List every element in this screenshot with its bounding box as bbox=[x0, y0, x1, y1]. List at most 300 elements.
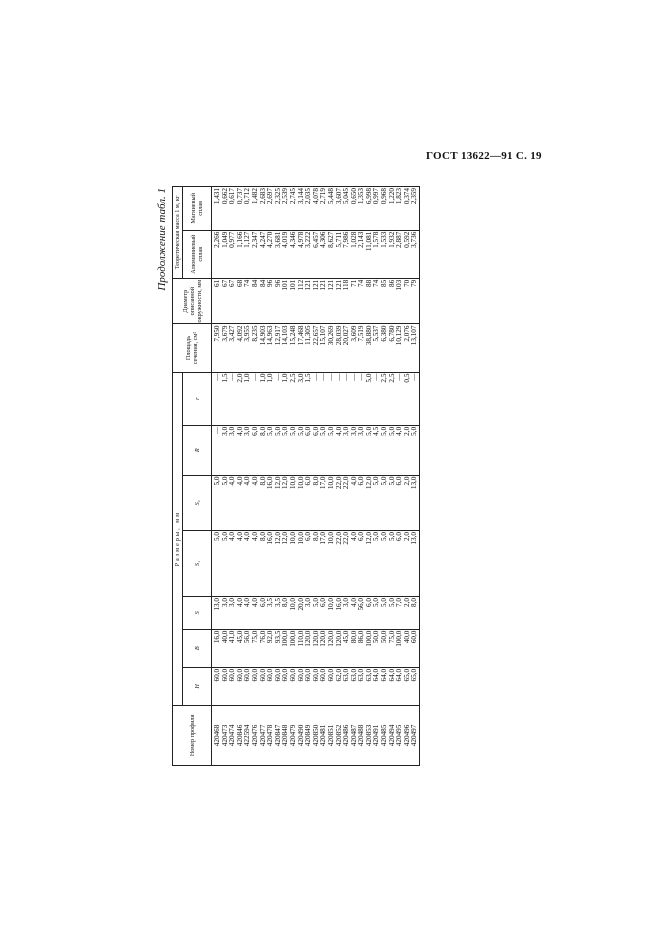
table-cell: 30,269 bbox=[326, 325, 335, 346]
table-cell: 13,0 bbox=[410, 476, 419, 490]
table-cell: 8,0 bbox=[281, 597, 290, 607]
column-profile-number bbox=[212, 705, 420, 765]
table-cell: 56,0 bbox=[243, 630, 252, 644]
table-cell: 420478 bbox=[266, 724, 275, 747]
table-cell: 1,431 bbox=[213, 188, 221, 205]
table-cell: 61 bbox=[213, 279, 221, 287]
column-diameter bbox=[212, 278, 420, 324]
table-cell: — bbox=[395, 373, 404, 381]
table-cell: 5,0 bbox=[387, 597, 396, 607]
table-cell: 4,247 bbox=[258, 231, 267, 248]
header-area: Площадь сечения, см² bbox=[173, 324, 212, 372]
table-cell: 79 bbox=[410, 279, 419, 287]
table-cell: 16,0 bbox=[334, 597, 343, 611]
table-cell: 4,270 bbox=[266, 231, 275, 248]
table-cell: 3,0 bbox=[220, 597, 229, 607]
table-cell: 14,103 bbox=[281, 325, 290, 346]
table-cell: 12,0 bbox=[281, 532, 290, 545]
column-magnesium bbox=[212, 187, 420, 231]
table-cell: 13,0 bbox=[410, 532, 419, 545]
table-cell: 3,0 bbox=[243, 426, 252, 436]
column-area bbox=[212, 324, 420, 372]
table-cell: 1,0 bbox=[258, 373, 267, 383]
table-cell: 41,0 bbox=[228, 630, 237, 644]
table-cell: 0,592 bbox=[402, 231, 411, 248]
table-cell: 67 bbox=[220, 279, 229, 287]
table-cell: 2,359 bbox=[410, 188, 419, 205]
table-cell: 420490 bbox=[296, 724, 305, 747]
table-cell: 5,0 bbox=[372, 476, 381, 486]
table-cell: 4,0 bbox=[349, 476, 358, 486]
table-cell: 2,745 bbox=[288, 188, 297, 205]
table-cell: 420474 bbox=[228, 724, 237, 747]
table-cell: 6,0 bbox=[250, 426, 259, 436]
table-cell: 3,144 bbox=[296, 188, 305, 205]
table-cell: 84 bbox=[258, 279, 267, 287]
table-cell: 1,166 bbox=[235, 231, 244, 248]
table-cell: 4,078 bbox=[311, 188, 320, 205]
table-cell: 63,0 bbox=[349, 668, 358, 682]
table-cell: 2,076 bbox=[402, 325, 411, 342]
table-cell: 64,0 bbox=[380, 668, 389, 682]
table-cell: 96 bbox=[273, 279, 282, 287]
table-cell: 12,917 bbox=[273, 325, 282, 346]
table-cell: 64,0 bbox=[372, 668, 381, 682]
table-cell: 2,347 bbox=[250, 231, 259, 248]
table-cell: 5,0 bbox=[213, 476, 221, 486]
table-cell: 5,0 bbox=[372, 532, 381, 541]
table-cell: 22,657 bbox=[311, 325, 320, 346]
table-cell: 60,0 bbox=[410, 630, 419, 644]
table-cell: 4,0 bbox=[395, 426, 404, 436]
table-cell: 4,092 bbox=[235, 325, 244, 342]
column-S bbox=[212, 596, 420, 629]
table-cell: 4,0 bbox=[228, 476, 237, 486]
table-cell: 420846 bbox=[235, 724, 244, 747]
table-cell: 2,035 bbox=[304, 188, 313, 205]
table-cell: 4,0 bbox=[235, 597, 244, 607]
table-cell: 60,0 bbox=[304, 668, 313, 682]
table-cell: 74 bbox=[372, 279, 381, 287]
table-cell: 4,0 bbox=[243, 532, 252, 541]
page-header: ГОСТ 13622—91 С. 19 bbox=[426, 150, 542, 162]
table-cell: 4,0 bbox=[243, 597, 252, 607]
table-cell: 2,719 bbox=[319, 188, 328, 205]
table-cell: 0,977 bbox=[228, 231, 237, 248]
table-cell: 4,0 bbox=[250, 597, 259, 607]
table-cell: 5,0 bbox=[326, 426, 335, 436]
table-cell: 121 bbox=[304, 279, 313, 291]
table-cell: 121 bbox=[319, 279, 328, 291]
table-cell: 60,0 bbox=[319, 668, 328, 682]
table-cell: 6,0 bbox=[304, 532, 313, 541]
header-magnesium: Магниевый сплав bbox=[183, 187, 212, 231]
table-cell: 75,0 bbox=[387, 630, 396, 644]
table-cell: 1,0 bbox=[243, 373, 252, 383]
table-cell: 10,0 bbox=[296, 532, 305, 545]
table-cell: 118 bbox=[342, 279, 351, 291]
table-cell: 420477 bbox=[258, 724, 267, 747]
table-cell: 120,0 bbox=[334, 630, 343, 647]
table-cell: 12,0 bbox=[273, 476, 282, 490]
table-cell: 5,0 bbox=[213, 532, 221, 541]
table-cell: 5,0 bbox=[266, 426, 275, 436]
table-cell: 6,0 bbox=[395, 476, 404, 486]
table-cell: 8,0 bbox=[311, 532, 320, 541]
continuation-note: Продолжение табл. 1 bbox=[156, 188, 168, 291]
table-cell: 121 bbox=[326, 279, 335, 291]
header-S1: S₁ bbox=[183, 531, 212, 597]
table-cell: 28,039 bbox=[334, 325, 343, 346]
table-cell: 420853 bbox=[364, 724, 373, 747]
table-cell: 3,679 bbox=[220, 325, 229, 342]
table-cell: 420494 bbox=[387, 724, 396, 747]
table-cell: 8,0 bbox=[410, 597, 419, 607]
table-cell: 12,0 bbox=[364, 532, 373, 545]
profiles-table bbox=[172, 186, 420, 766]
header-aluminum: Алюминиевый сплав bbox=[183, 230, 212, 278]
table-cell: 80,0 bbox=[349, 630, 358, 644]
table-cell: — bbox=[334, 373, 343, 381]
table-cell: 88 bbox=[364, 279, 373, 287]
table-cell: 56,0 bbox=[357, 597, 366, 611]
table-cell: 420497 bbox=[410, 724, 419, 747]
table-cell: 101 bbox=[281, 279, 290, 291]
table-cell: 85 bbox=[380, 279, 389, 287]
table-cell: 2,0 bbox=[402, 597, 411, 607]
table-cell: 60,0 bbox=[326, 668, 335, 682]
table-cell: 3,0 bbox=[342, 597, 351, 607]
table-cell: 60,0 bbox=[273, 668, 282, 682]
table-cell: 420850 bbox=[311, 724, 320, 747]
table-cell: 420476 bbox=[250, 724, 259, 747]
table-cell: 1,0 bbox=[266, 373, 275, 383]
table-cell: 7,986 bbox=[342, 231, 351, 248]
table-cell: 420485 bbox=[380, 724, 389, 747]
table-cell: 76,0 bbox=[258, 630, 267, 644]
table-cell: 101 bbox=[288, 279, 297, 291]
table-cell: 7,519 bbox=[357, 325, 366, 342]
table-cell: 5,0 bbox=[380, 476, 389, 486]
table-cell: 0,712 bbox=[243, 188, 252, 205]
table-cell: 12,0 bbox=[273, 532, 282, 545]
table-cell: 92,0 bbox=[266, 630, 275, 644]
table-cell: 0,997 bbox=[372, 188, 381, 205]
table-cell: 45,0 bbox=[342, 630, 351, 644]
table-cell: 0,374 bbox=[402, 188, 411, 205]
header-S: S bbox=[183, 596, 212, 629]
table-cell: 14,963 bbox=[266, 325, 275, 346]
table-cell: 10,0 bbox=[288, 476, 297, 490]
table-cell: 2,697 bbox=[266, 188, 275, 205]
column-aluminum bbox=[212, 230, 420, 278]
table-cell: 6,780 bbox=[387, 325, 396, 342]
table-cell: 8,0 bbox=[311, 476, 320, 486]
table-cell: 120,0 bbox=[311, 630, 320, 647]
table-cell: 40,0 bbox=[220, 630, 229, 644]
table-cell: 4,0 bbox=[349, 597, 358, 607]
header-S2: S₂ bbox=[183, 475, 212, 530]
table-cell: 4,0 bbox=[334, 426, 343, 436]
table-cell: 3,0 bbox=[342, 426, 351, 436]
table-cell: 2,0 bbox=[402, 532, 411, 541]
table-cell: 93,5 bbox=[273, 630, 282, 644]
header-profile-number: Номер профиля bbox=[173, 705, 212, 765]
table-cell: — bbox=[410, 373, 419, 381]
table-cell: 5,0 bbox=[410, 426, 419, 436]
table-cell: 5,0 bbox=[364, 373, 373, 383]
table-cell: 5,0 bbox=[387, 476, 396, 486]
table-cell: 3,0 bbox=[349, 426, 358, 436]
table-cell: 5,0 bbox=[220, 532, 229, 541]
table-cell: 70 bbox=[402, 279, 411, 287]
table-cell: 11,081 bbox=[364, 231, 373, 252]
table-cell: — bbox=[357, 373, 366, 381]
table-cell: 10,0 bbox=[296, 476, 305, 490]
table-cell: 75,0 bbox=[250, 630, 259, 644]
table-cell: 5,537 bbox=[372, 325, 381, 342]
table-cell: 3,607 bbox=[334, 188, 343, 205]
table-cell: 6,0 bbox=[357, 532, 366, 541]
table-cell: 50,0 bbox=[380, 630, 389, 644]
table-cell: 64,0 bbox=[395, 668, 404, 682]
table-cell: 10,0 bbox=[326, 597, 335, 611]
table-cell: 2,0 bbox=[402, 476, 411, 486]
table-cell: 22,0 bbox=[334, 476, 343, 490]
table-cell: 0,737 bbox=[235, 188, 244, 205]
table-cell: 3,222 bbox=[304, 231, 313, 248]
table-cell: — bbox=[342, 373, 351, 381]
table-cell: 2,266 bbox=[213, 231, 221, 248]
table-cell: 60,0 bbox=[243, 668, 252, 682]
table-cell: — bbox=[349, 373, 358, 381]
table-cell: 20,027 bbox=[342, 325, 351, 346]
table-cell: 5,045 bbox=[342, 188, 351, 205]
table-cell: 74 bbox=[243, 279, 252, 287]
table-cell: 3,5 bbox=[266, 597, 275, 607]
table-cell: 420851 bbox=[326, 724, 335, 747]
table-cell: — bbox=[273, 373, 282, 381]
table-cell: 2,887 bbox=[395, 231, 404, 248]
table-cell: 0,968 bbox=[380, 188, 389, 205]
table-cell: 0,617 bbox=[228, 188, 237, 205]
table-cell: 2,143 bbox=[357, 231, 366, 248]
table-cell: 65,0 bbox=[402, 668, 411, 682]
table-cell: 1,220 bbox=[387, 188, 396, 205]
column-r bbox=[212, 372, 420, 425]
table-cell: — bbox=[213, 373, 221, 381]
table-cell: 8,0 bbox=[258, 532, 267, 541]
table-cell: — bbox=[319, 373, 328, 381]
table-cell: 5,0 bbox=[281, 426, 290, 436]
table-cell: 420848 bbox=[281, 724, 290, 747]
table-cell: 1,533 bbox=[380, 231, 389, 248]
table-cell: — bbox=[213, 426, 221, 435]
table-cell: 2,683 bbox=[258, 188, 267, 205]
table-cell: 6,0 bbox=[364, 597, 373, 607]
header-diameter: Диаметр описанной окружности, мм bbox=[173, 278, 212, 324]
table-cell: 5,448 bbox=[326, 188, 335, 205]
table-cell: 86,0 bbox=[357, 630, 366, 644]
table-cell: 4,0 bbox=[235, 426, 244, 436]
table-cell: 4,0 bbox=[235, 476, 244, 486]
table-cell: 13,0 bbox=[213, 597, 221, 611]
table-cell: 11,305 bbox=[304, 325, 313, 345]
table-cell: 8,627 bbox=[326, 231, 335, 248]
table-cell: 420491 bbox=[372, 724, 381, 747]
table-cell: 6,998 bbox=[364, 188, 373, 205]
table-cell: 4,978 bbox=[296, 231, 305, 248]
table-cell: 420486 bbox=[342, 724, 351, 747]
table-cell: 4,5 bbox=[372, 426, 381, 436]
table-cell: 65,0 bbox=[410, 668, 419, 682]
table-cell: — bbox=[372, 373, 381, 381]
table-cell: 14,903 bbox=[258, 325, 267, 346]
table-cell: 60,0 bbox=[250, 668, 259, 682]
table-cell: 22,0 bbox=[334, 532, 343, 545]
table-cell: 50,0 bbox=[372, 630, 381, 644]
table-cell: 1,578 bbox=[372, 231, 381, 248]
table-cell: 15,248 bbox=[288, 325, 297, 346]
table-cell: 71 bbox=[349, 279, 358, 287]
table-cell: 5,0 bbox=[387, 426, 396, 436]
header-r: r bbox=[183, 372, 212, 425]
table-cell: — bbox=[326, 373, 335, 381]
table-cell: 2,5 bbox=[380, 373, 389, 383]
table-cell: 6,0 bbox=[319, 597, 328, 607]
table-cell: 2,5 bbox=[288, 373, 297, 383]
column-S1 bbox=[212, 531, 420, 597]
table-cell: 121 bbox=[334, 279, 343, 291]
table-cell: 16,0 bbox=[213, 630, 221, 644]
table-cell: 7,0 bbox=[395, 597, 404, 607]
table-cell: 2,325 bbox=[273, 188, 282, 205]
table-cell: 1,353 bbox=[357, 188, 366, 205]
table-cell: 3,0 bbox=[304, 597, 313, 607]
table-cell: 4,0 bbox=[250, 532, 259, 541]
table-cell: 110,0 bbox=[296, 630, 305, 647]
table-cell: 8,0 bbox=[258, 476, 267, 486]
table-cell: 8,0 bbox=[258, 426, 267, 436]
table-cell: 4,306 bbox=[319, 231, 328, 248]
table-cell: — bbox=[250, 373, 259, 381]
table-cell: 17,0 bbox=[319, 532, 328, 545]
table-cell: 3,955 bbox=[243, 325, 252, 342]
table-cell: 16,0 bbox=[266, 476, 275, 490]
table-cell: 3,0 bbox=[220, 426, 229, 436]
table-cell: 3,0 bbox=[357, 426, 366, 436]
table-cell: 96 bbox=[266, 279, 275, 287]
table-cell: 60,0 bbox=[213, 668, 221, 682]
table-cell: 121 bbox=[311, 279, 320, 291]
table-cell: 420852 bbox=[334, 724, 343, 747]
table-cell: 86 bbox=[387, 279, 396, 287]
header-B: B bbox=[183, 629, 212, 667]
table-cell: 420495 bbox=[395, 724, 404, 747]
table-cell: 1,127 bbox=[243, 231, 252, 248]
table-cell: 22,0 bbox=[342, 532, 351, 545]
table-cell: 112 bbox=[296, 279, 305, 291]
table-cell: 4,0 bbox=[235, 532, 244, 541]
table-cell: 2,539 bbox=[281, 188, 290, 205]
table-cell: 5,0 bbox=[380, 597, 389, 607]
table-cell: 1,5 bbox=[220, 373, 229, 383]
table-cell: 4,0 bbox=[349, 532, 358, 541]
table-cell: 6,0 bbox=[357, 476, 366, 486]
table-cell: 420849 bbox=[304, 724, 313, 747]
table-cell: 4,0 bbox=[228, 532, 237, 541]
table-cell: 103 bbox=[395, 279, 404, 291]
table-cell: 67 bbox=[228, 279, 237, 287]
table-cell: 100,0 bbox=[281, 630, 290, 647]
table-cell: 64,0 bbox=[387, 668, 396, 682]
table-cell: 10,0 bbox=[288, 597, 297, 611]
table-cell: 45,0 bbox=[235, 630, 244, 644]
table-cell: 20,0 bbox=[296, 597, 305, 611]
table-cell: 1,5 bbox=[304, 373, 313, 383]
table-cell: 60,0 bbox=[235, 668, 244, 682]
table-cell: 5,0 bbox=[380, 532, 389, 541]
table-cell: 60,0 bbox=[220, 668, 229, 682]
table-cell: 2,0 bbox=[235, 373, 244, 383]
table-cell: 5,0 bbox=[319, 426, 328, 436]
table-cell: 5,0 bbox=[273, 426, 282, 436]
table-cell: 17,468 bbox=[296, 325, 305, 346]
table-cell: 4,0 bbox=[243, 476, 252, 486]
table-cell: 16,0 bbox=[266, 532, 275, 545]
header-H: H bbox=[183, 667, 212, 705]
table-cell: 68 bbox=[235, 279, 244, 287]
table-cell: 6,380 bbox=[380, 325, 389, 342]
table-cell: 120,0 bbox=[326, 630, 335, 647]
column-H bbox=[212, 667, 420, 705]
table-cell: 5,0 bbox=[220, 476, 229, 486]
table-cell: 10,0 bbox=[326, 476, 335, 490]
column-R bbox=[212, 425, 420, 475]
table-cell: 40,0 bbox=[402, 630, 411, 644]
table-cell: 420496 bbox=[402, 724, 411, 747]
rotated-table-container bbox=[156, 186, 419, 766]
table-cell: 3,736 bbox=[410, 231, 419, 248]
table-cell: 1,823 bbox=[395, 188, 404, 205]
table-cell: 22,0 bbox=[342, 476, 351, 490]
table-cell: 120,0 bbox=[319, 630, 328, 647]
table-cell: 60,0 bbox=[266, 668, 275, 682]
table-cell: 420488 bbox=[357, 724, 366, 747]
table-cell: 0,5 bbox=[402, 373, 411, 383]
table-cell: 60,0 bbox=[296, 668, 305, 682]
table-cell: 10,129 bbox=[395, 325, 404, 346]
table-cell: 38,880 bbox=[364, 325, 373, 346]
table-cell: 5,711 bbox=[334, 231, 343, 248]
header-R: R bbox=[183, 425, 212, 475]
table-cell: — bbox=[228, 373, 237, 381]
header-mass-group: Теоретическая масса 1 м, кг bbox=[173, 187, 183, 279]
table-cell: 4,346 bbox=[288, 231, 297, 248]
table-cell: 63,0 bbox=[342, 668, 351, 682]
table-cell: 420847 bbox=[273, 724, 282, 747]
table-cell: 63,0 bbox=[364, 668, 373, 682]
table-cell: 6,0 bbox=[311, 426, 320, 436]
table-cell: 6,457 bbox=[311, 231, 320, 248]
table-cell: 5,0 bbox=[372, 597, 381, 607]
table-cell: 5,0 bbox=[387, 532, 396, 541]
table-cell: 84 bbox=[250, 279, 259, 287]
header-sizes-group: Размеры, мм bbox=[173, 372, 183, 705]
table-cell: 1,028 bbox=[349, 231, 358, 248]
column-S2 bbox=[212, 475, 420, 530]
table-cell: 5,0 bbox=[288, 426, 297, 436]
